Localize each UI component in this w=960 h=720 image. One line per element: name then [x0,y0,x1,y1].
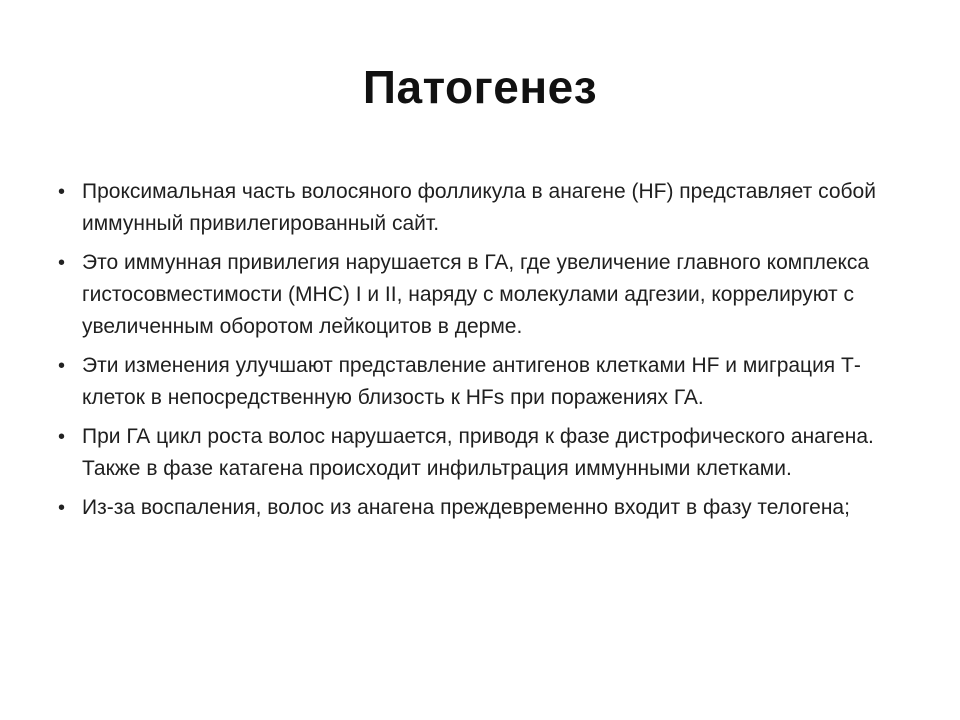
bullet-item [56,421,876,485]
bullet-point-icon: • [58,252,66,274]
bullet-item [56,492,876,524]
bullet-point-icon: • [58,355,66,377]
bullet-point-icon: • [58,497,66,519]
slide-title: Патогенез [362,61,598,113]
bullet-list [56,176,876,531]
bullet-point-icon: • [58,426,66,448]
bullet-point-icon: • [58,181,66,203]
bullet-text: Из-за воспаления, волос из анагена преждевременно входит в фазу телогена; [82,496,850,519]
bullet-text: Эти изменения улучшают представление антигенов клетками HF и миграция Т-клеток в непосредственную близость к HFs при поражениях ГА. [82,354,861,409]
bullet-item [56,247,876,343]
bullet-text: Проксимальная часть волосяного фолликула в анагене (HF) представляет собой иммунный привилегированный сайт. [82,180,876,235]
bullet-text: Это иммунная привилегия нарушается в ГА, где увеличение главного комплекса гистосовместимости (MHC) I и II, наряду с молекулами адгезии, коррелируют с увеличенным оборотом лейкоцитов в дерме. [82,251,870,338]
bullet-item [56,350,876,414]
bullet-item [56,176,876,240]
bullet-text: При ГА цикл роста волос нарушается, приводя к фазе дистрофического анагена. Также в фазе катагена происходит инфильтрация иммунными клетками. [82,425,874,480]
